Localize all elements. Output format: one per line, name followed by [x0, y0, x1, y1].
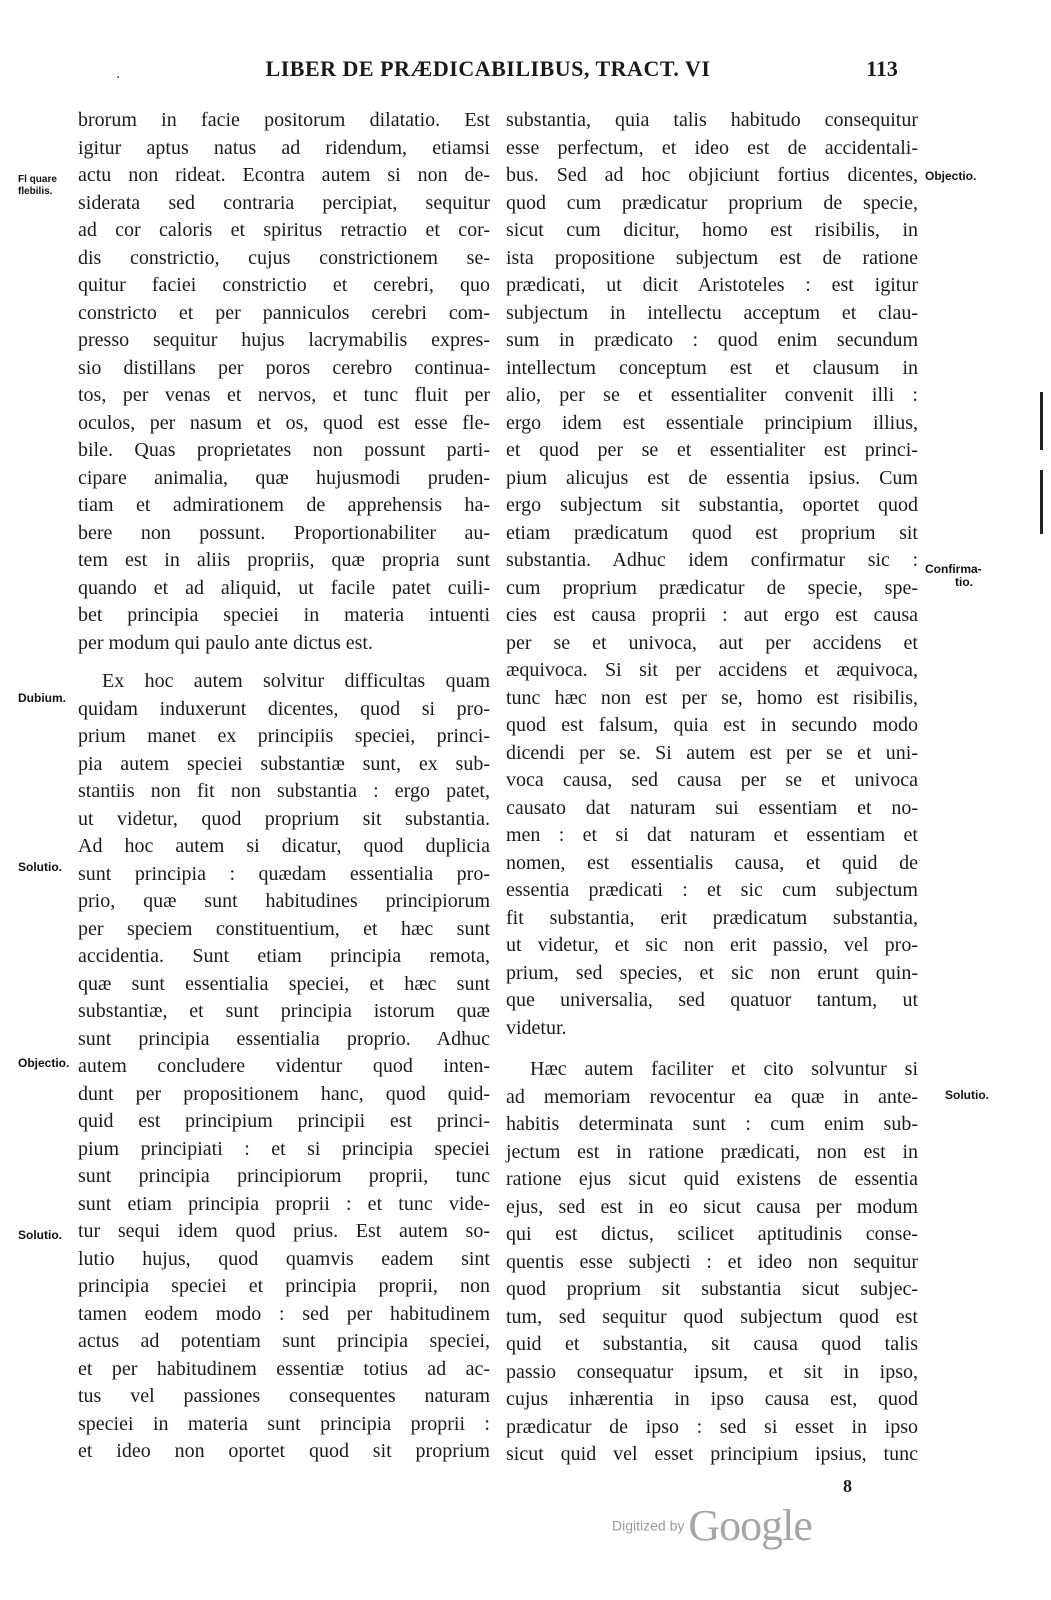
text-line: presso sequitur hujus lacrymabilis expres- — [78, 329, 490, 351]
text-line: dunt per propositionem hanc, quod quid- — [78, 1082, 490, 1105]
text-line: nomen, est essentialis causa, et quid de — [506, 851, 918, 874]
text-line: que universalia, sed quatuor tantum, ut — [506, 989, 918, 1011]
text-line: quod est falsum, quia est in secundo modo — [506, 714, 918, 736]
text-line: actu non rideat. Econtra autem si non de- — [78, 164, 490, 186]
text-line: tamen eodem modo : sed per habitudinem — [78, 1302, 490, 1325]
text-line: tiam et admirationem de apprehensis ha- — [78, 494, 490, 516]
text-line: pium principiati : et si principia speciei — [78, 1137, 490, 1160]
text-line: tus vel passiones consequentes naturam — [78, 1385, 490, 1407]
right-column — [506, 107, 918, 1469]
text-line: æquivoca. Si sit per accidens et æquivoca, — [506, 659, 918, 681]
paragraph-gap — [78, 657, 490, 668]
text-line: dicendi per se. Si autem est per se et uni- — [506, 741, 918, 764]
margin-note-solutio-2: Solutio. — [18, 1228, 62, 1242]
text-line: men : et si dat naturam et essentiam et — [506, 824, 918, 846]
text-line: prium manet ex principiis speciei, princi- — [78, 725, 490, 747]
text-line: ut videtur, quod proprium sit substantia. — [78, 807, 490, 830]
margin-note-solutio-1: Solutio. — [18, 860, 62, 874]
text-line: quid est principium principii est princi- — [78, 1110, 490, 1132]
text-line: videtur. — [506, 1016, 567, 1039]
text-line: et ideo non oportet quod sit proprium — [78, 1440, 490, 1462]
text-line: tur sequi idem quod prius. Est autem so- — [78, 1220, 490, 1242]
text-line: autem concludere videntur quod inten- — [78, 1055, 490, 1077]
text-line: brorum in facie positorum dilatatio. Est — [78, 109, 490, 131]
text-line: jectum est in ratione prædicati, non est in — [506, 1140, 918, 1163]
margin-note-confirmatio — [925, 563, 982, 589]
text-line: bus. Sed ad hoc objiciunt fortius dicentes, — [506, 164, 918, 186]
text-line: sunt principia : quædam essentialia pro- — [78, 862, 490, 885]
text-line: per speciem constituentium, et hæc sunt — [78, 917, 490, 940]
text-line: cies est causa proprii : aut ergo est causa — [506, 604, 918, 626]
text-line: Ad hoc autem si dicatur, quod duplicia — [78, 835, 490, 857]
text-line: quentis esse subjecti : et ideo non sequitur — [506, 1250, 918, 1273]
margin-note-confirmatio-line2: tio. — [955, 575, 973, 589]
text-line: principia speciei et principia proprii, non — [78, 1275, 490, 1297]
text-line: bile. Quas proprietates non possunt parti- — [78, 439, 490, 461]
text-line: prædicati, ut dicit Aristoteles : est igitur — [506, 274, 918, 296]
text-line: cujus inhærentia in ipso causa est, quod — [506, 1388, 918, 1410]
text-line: quidam induxerunt dicentes, quod si pro- — [78, 697, 490, 720]
text-line: voca causa, sed causa per se et univoca — [506, 769, 918, 791]
text-line: ad cor caloris et spiritus retractio et cor- — [78, 219, 490, 241]
text-line: pia autem speciei substantiæ sunt, ex sub- — [78, 752, 490, 775]
text-line: substantiæ, et sunt principia istorum quæ — [78, 1000, 490, 1022]
margin-note-dubium: Dubium. — [18, 691, 66, 705]
text-line: essentia prædicati : et sic cum subjectum — [506, 879, 918, 901]
text-line: ut videtur, et sic non erit passio, vel pro- — [506, 934, 918, 956]
text-line: sunt principia principiorum proprii, tunc — [78, 1165, 490, 1187]
text-line: sicut quid vel esset principium ipsius, tunc — [506, 1443, 918, 1465]
margin-note-solutio-right: Solutio. — [945, 1088, 989, 1102]
text-line: sum in prædicato : quod enim secundum — [506, 329, 918, 351]
text-line: cipare animalia, quæ hujusmodi pruden- — [78, 466, 490, 489]
margin-note-objectio-left: Objectio. — [18, 1056, 70, 1070]
text-line: substantia, quia talis habitudo consequitur — [506, 109, 918, 131]
text-line: per se et univoca, aut per accidens et — [506, 631, 918, 654]
text-line: etiam prædicatum quod est proprium sit — [506, 521, 918, 544]
text-line: cum proprium prædicatur de specie, spe- — [506, 576, 918, 599]
text-line: siderata sed contraria percipiat, sequitur — [78, 191, 490, 214]
margin-note-confirmatio-line1: Confirma- — [925, 562, 982, 576]
text-line: Ex hoc autem solvitur difficultas quam — [102, 670, 490, 692]
text-line: substantia. Adhuc idem confirmatur sic : — [506, 549, 918, 571]
text-line: lutio hujus, quod quamvis eadem sint — [78, 1247, 490, 1270]
scan-edge-mark — [1040, 470, 1043, 534]
text-line: bere non possunt. Proportionabiliter au- — [78, 521, 490, 544]
text-line: per modum qui paulo ante dictus est. — [78, 631, 373, 654]
digitized-by-label: Digitized by — [612, 1517, 685, 1534]
text-line: sio distillans per poros cerebro continua- — [78, 356, 490, 379]
text-line: ergo subjectum sit substantia, oportet quod — [506, 494, 918, 516]
text-line: prædicatur de ipso : sed si esset in ipso — [506, 1415, 918, 1438]
margin-note-fl-quare-line1: Fl quare — [18, 174, 57, 185]
page-number: 113 — [866, 56, 898, 81]
stray-dot: · — [116, 70, 121, 86]
text-line: speciei in materia sunt principia proprii : — [78, 1412, 490, 1435]
text-line: Hæc autem faciliter et cito solvuntur si — [530, 1058, 918, 1080]
text-line: quod cum prædicatur proprium de specie, — [506, 191, 918, 214]
text-line: quæ sunt essentialia speciei, et hæc sunt — [78, 972, 490, 995]
text-line: oculos, per nasum et os, quod est esse fle- — [78, 411, 490, 434]
text-line: et quod per se et essentialiter est princi- — [506, 439, 918, 461]
text-line: ergo idem est essentiale principium illius, — [506, 411, 918, 434]
text-line: tunc hæc non est per se, homo est risibilis, — [506, 686, 918, 709]
text-line: quid et substantia, sit causa quod talis — [506, 1333, 918, 1355]
text-line: actus ad potentiam sunt principia speciei, — [78, 1330, 490, 1352]
text-line: habitis determinata sunt : cum enim sub- — [506, 1113, 918, 1135]
text-line: causato dat naturam sui essentiam et no- — [506, 796, 918, 819]
text-line: esse perfectum, et ideo est de accidentali- — [506, 136, 918, 159]
text-line: tum, sed sequitur quod subjectum quod est — [506, 1305, 918, 1328]
text-line: prio, quæ sunt habitudines principiorum — [78, 890, 490, 912]
text-line: ejus, sed est in eo sicut causa per modum — [506, 1195, 918, 1218]
margin-note-objectio-right: Objectio. — [925, 169, 977, 183]
text-line: quod proprium sit substantia sicut subjec- — [506, 1278, 918, 1300]
text-line: intellectum conceptum est et clausum in — [506, 356, 918, 379]
text-line: quitur faciei constrictio et cerebri, quo — [78, 274, 490, 296]
text-line: alio, per se et essentialiter convenit illi : — [506, 384, 918, 406]
text-line: fit substantia, erit prædicatum substantia, — [506, 906, 918, 929]
text-line: sunt principia essentialia proprio. Adhuc — [78, 1027, 490, 1050]
margin-note-fl-quare — [18, 173, 57, 197]
text-line: accidentia. Sunt etiam principia remota, — [78, 945, 490, 967]
google-logo: Google — [688, 1501, 812, 1550]
text-line: constricto et per panniculos cerebri com- — [78, 301, 490, 324]
text-line: passio consequatur ipsum, et sit in ipso, — [506, 1360, 918, 1383]
text-line: bet principia speciei in materia intuenti — [78, 604, 490, 626]
text-line: et per habitudinem essentiæ totius ad ac- — [78, 1357, 490, 1380]
text-line: sunt etiam principia proprii : et tunc vide- — [78, 1192, 490, 1215]
text-line: pium alicujus est de essentia ipsius. Cum — [506, 466, 918, 489]
running-head: LIBER DE PRÆDICABILIBUS, TRACT. VI — [265, 56, 711, 81]
paragraph-gap — [506, 1042, 918, 1056]
signature-mark: 8 — [843, 1476, 852, 1496]
left-column — [78, 107, 490, 1466]
text-line: igitur aptus natus ad ridendum, etiamsi — [78, 136, 490, 159]
text-line: subjectum in intellectu acceptum et clau- — [506, 301, 918, 324]
text-line: ratione ejus sicut quid existens de essentia — [506, 1168, 918, 1190]
text-line: tem est in aliis propriis, quæ propria sunt — [78, 549, 490, 571]
margin-note-fl-quare-line2: flebilis. — [18, 186, 53, 197]
digitized-by-google-watermark — [612, 1500, 812, 1551]
text-line: dis constrictio, cujus constrictionem se- — [78, 246, 490, 269]
text-line: quando et ad aliquid, ut facile patet cuili- — [78, 576, 490, 599]
text-line: stantiis non fit non substantia : ergo patet, — [78, 780, 490, 802]
text-line: ista propositione subjectum est de ratione — [506, 246, 918, 269]
text-line: prium, sed species, et sic non erunt quin- — [506, 961, 918, 984]
text-line: qui est dictus, scilicet aptitudinis conse- — [506, 1223, 918, 1245]
text-line: sicut cum dicitur, homo est risibilis, in — [506, 219, 918, 241]
scan-edge-mark — [1040, 392, 1043, 450]
text-line: tos, per venas et nervos, et tunc fluit per — [78, 384, 490, 406]
text-line: ad memoriam revocentur ea quæ in ante- — [506, 1085, 918, 1108]
